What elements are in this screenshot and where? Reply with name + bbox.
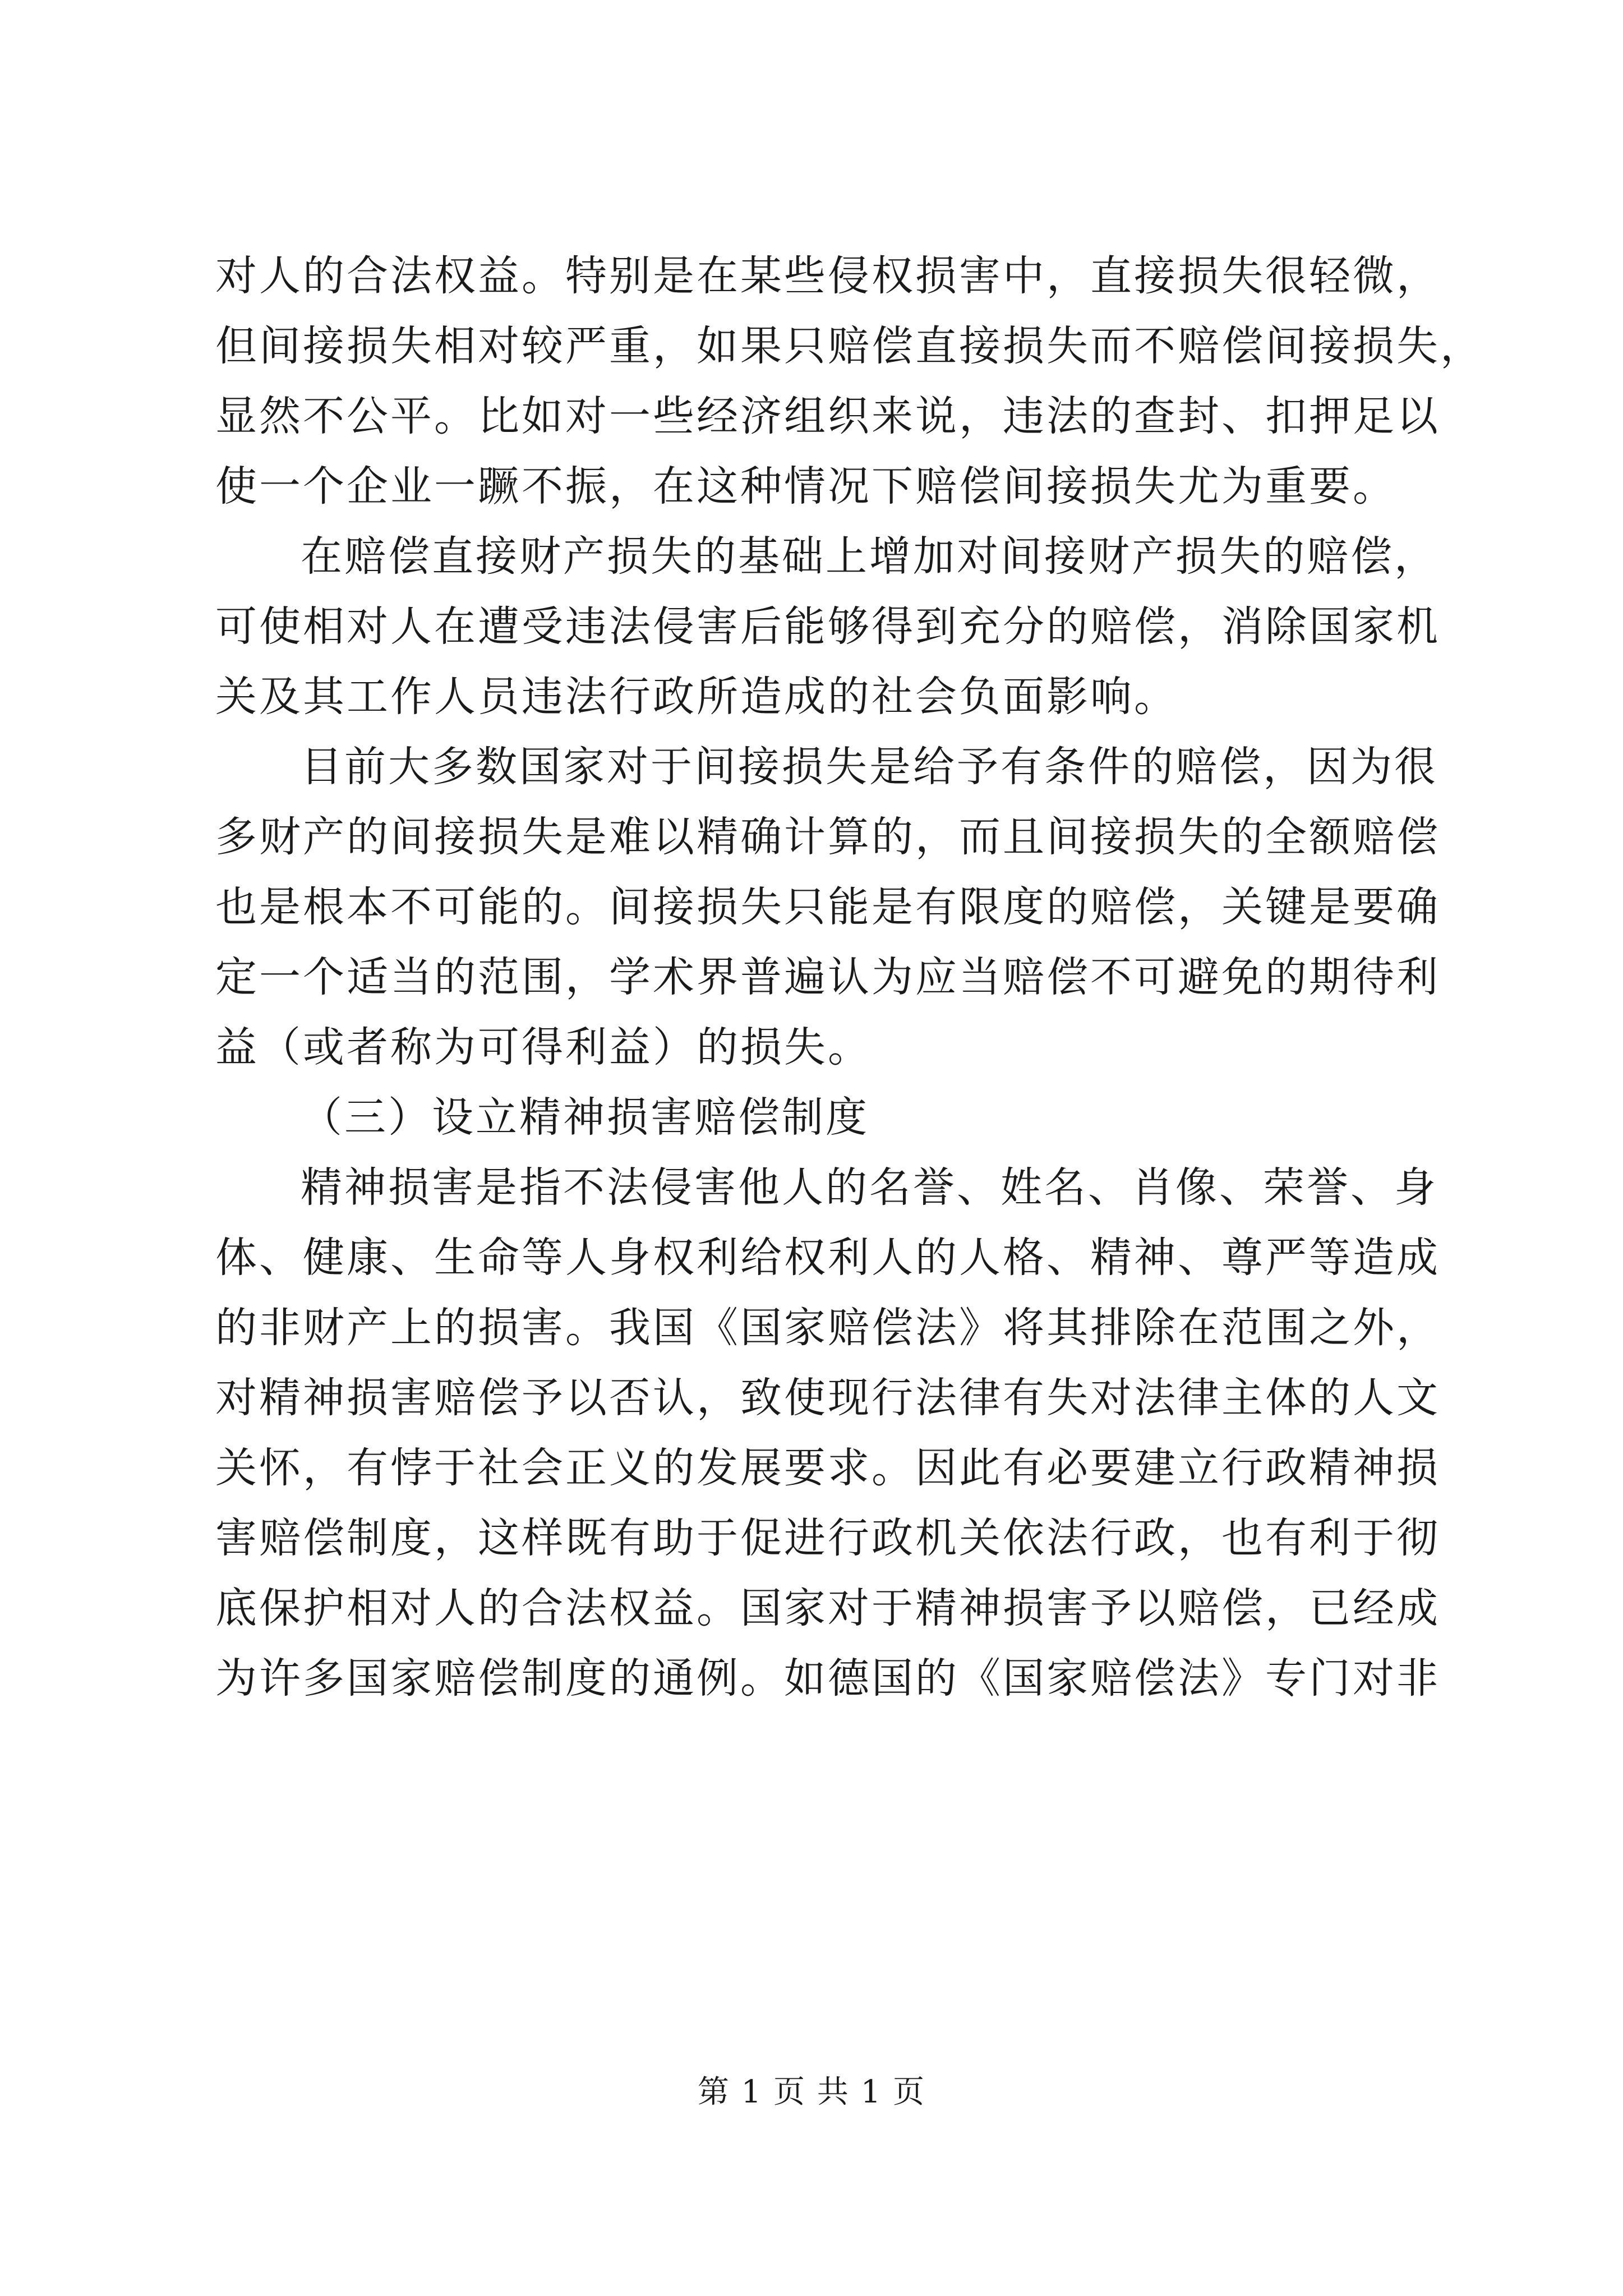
document-body xyxy=(215,241,1488,1714)
text-line: 益（或者称为可得利益）的损失。 xyxy=(215,1023,872,1071)
text-line: 的非财产上的损害。我国《国家赔偿法》将其排除在范围之外， xyxy=(215,1304,1440,1352)
text-line: 也是根本不可能的。间接损失只能是有限度的赔偿，关键是要确 xyxy=(215,883,1440,931)
text-line: 定一个适当的范围，学术界普遍认为应当赔偿不可避免的期待利 xyxy=(215,953,1440,1001)
text-line: 关及其工作人员违法行政所造成的社会负面影响。 xyxy=(215,673,1178,721)
page-footer xyxy=(0,2073,1623,2112)
text-line: 可使相对人在遭受违法侵害后能够得到充分的赔偿，消除国家机 xyxy=(215,602,1440,651)
page-number-label: 第 1 页 共 1 页 xyxy=(697,2074,926,2110)
text-line: 对精神损害赔偿予以否认，致使现行法律有失对法律主体的人文 xyxy=(215,1374,1440,1422)
text-line: 体、健康、生命等人身权利给权利人的人格、精神、尊严等造成 xyxy=(215,1234,1440,1282)
paragraph-first-line: 在赔偿直接财产损失的基础上增加对间接财产损失的赔偿， xyxy=(301,532,1438,581)
text-line: 多财产的间接损失是难以精确计算的，而且间接损失的全额赔偿 xyxy=(215,813,1440,861)
paragraph-first-line: 目前大多数国家对于间接损失是给予有条件的赔偿，因为很 xyxy=(301,743,1438,791)
text-line: 使一个企业一蹶不振，在这种情况下赔偿间接损失尤为重要。 xyxy=(215,462,1396,510)
text-line: 为许多国家赔偿制度的通例。如德国的《国家赔偿法》专门对非 xyxy=(215,1654,1440,1703)
text-line: 底保护相对人的合法权益。国家对于精神损害予以赔偿，已经成 xyxy=(215,1584,1440,1632)
text-line: 显然不公平。比如对一些经济组织来说，违法的查封、扣押足以 xyxy=(215,392,1440,440)
text-line: 但间接损失相对较严重，如果只赔偿直接损失而不赔偿间接损失， xyxy=(215,322,1484,370)
paragraph-first-line: 精神损害是指不法侵害他人的名誉、姓名、肖像、荣誉、身 xyxy=(301,1163,1438,1212)
text-line: 关怀，有悖于社会正义的发展要求。因此有必要建立行政精神损 xyxy=(215,1444,1440,1492)
text-line: 对人的合法权益。特别是在某些侵权损害中，直接损失很轻微， xyxy=(215,252,1440,300)
section-heading: （三）设立精神损害赔偿制度 xyxy=(301,1093,869,1142)
text-line: 害赔偿制度，这样既有助于促进行政机关依法行政，也有利于彻 xyxy=(215,1514,1440,1562)
